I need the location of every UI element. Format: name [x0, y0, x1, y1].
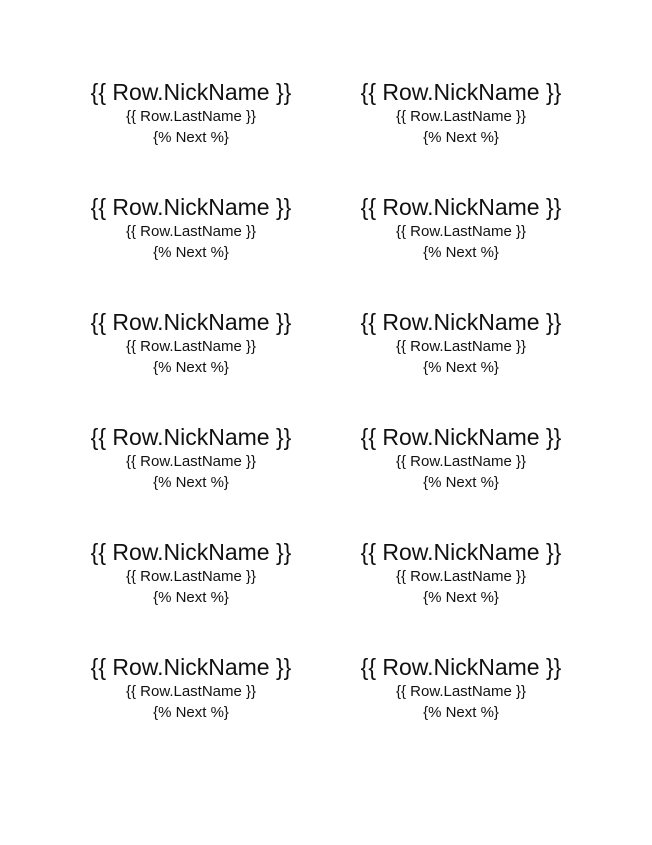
label-cell [56, 423, 326, 538]
nickname-field: {{ Row.NickName }} [360, 79, 562, 105]
lastname-field: {{ Row.LastName }} [125, 108, 257, 125]
lastname-field: {{ Row.LastName }} [125, 683, 257, 700]
next-directive: {% Next %} [423, 129, 499, 146]
nickname-field: {{ Row.NickName }} [360, 539, 562, 565]
next-directive: {% Next %} [153, 589, 229, 606]
nickname-field: {{ Row.NickName }} [360, 194, 562, 220]
nickname-field: {{ Row.NickName }} [90, 309, 292, 335]
nickname-field: {{ Row.NickName }} [90, 194, 292, 220]
next-directive: {% Next %} [423, 244, 499, 261]
label-cell [326, 308, 596, 423]
nickname-field: {{ Row.NickName }} [360, 309, 562, 335]
next-directive: {% Next %} [153, 474, 229, 491]
nickname-field: {{ Row.NickName }} [90, 424, 292, 450]
label-cell [56, 78, 326, 193]
nickname-field: {{ Row.NickName }} [360, 424, 562, 450]
lastname-field: {{ Row.LastName }} [395, 108, 527, 125]
next-directive: {% Next %} [153, 129, 229, 146]
nickname-field: {{ Row.NickName }} [90, 79, 292, 105]
label-cell [326, 653, 596, 768]
lastname-field: {{ Row.LastName }} [395, 338, 527, 355]
lastname-field: {{ Row.LastName }} [395, 683, 527, 700]
lastname-field: {{ Row.LastName }} [125, 568, 257, 585]
nickname-field: {{ Row.NickName }} [90, 654, 292, 680]
next-directive: {% Next %} [423, 704, 499, 721]
lastname-field: {{ Row.LastName }} [395, 453, 527, 470]
next-directive: {% Next %} [423, 359, 499, 376]
label-cell [326, 193, 596, 308]
lastname-field: {{ Row.LastName }} [125, 223, 257, 240]
next-directive: {% Next %} [423, 589, 499, 606]
lastname-field: {{ Row.LastName }} [395, 223, 527, 240]
label-cell [56, 308, 326, 423]
nickname-field: {{ Row.NickName }} [360, 654, 562, 680]
label-cell [326, 423, 596, 538]
next-directive: {% Next %} [153, 244, 229, 261]
label-cell [56, 653, 326, 768]
label-cell [326, 538, 596, 653]
label-cell [56, 193, 326, 308]
lastname-field: {{ Row.LastName }} [125, 453, 257, 470]
next-directive: {% Next %} [153, 704, 229, 721]
label-cell [56, 538, 326, 653]
nickname-field: {{ Row.NickName }} [90, 539, 292, 565]
lastname-field: {{ Row.LastName }} [395, 568, 527, 585]
lastname-field: {{ Row.LastName }} [125, 338, 257, 355]
label-cell [326, 78, 596, 193]
next-directive: {% Next %} [423, 474, 499, 491]
next-directive: {% Next %} [153, 359, 229, 376]
label-sheet [56, 78, 596, 768]
